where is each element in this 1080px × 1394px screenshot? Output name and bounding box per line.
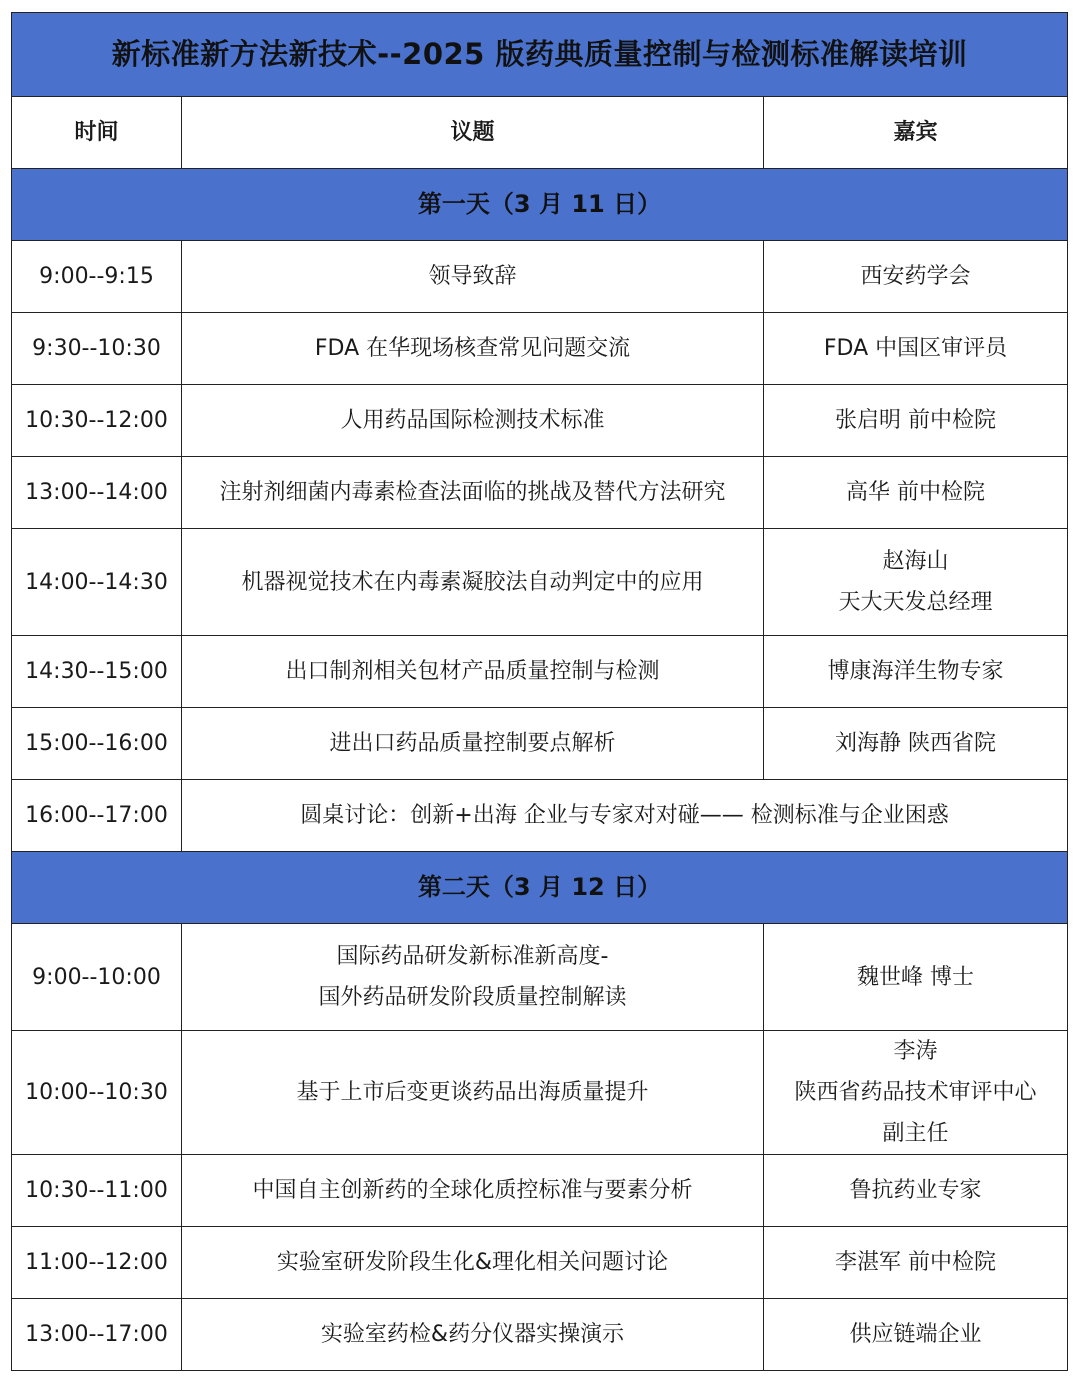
session-topic	[182, 313, 764, 385]
session-speaker	[764, 241, 1068, 313]
session-speaker	[764, 708, 1068, 780]
day2-heading: 第二天（3 月 12 日）	[12, 852, 1068, 924]
title-row	[12, 13, 1068, 97]
session-speaker-line: 李湛军 前中检院	[835, 1250, 996, 1275]
session-time: 15:00--16:00	[12, 708, 182, 780]
session-topic-line: 实验室研发阶段生化&理化相关问题讨论	[276, 1250, 669, 1275]
session-topic	[182, 1031, 764, 1155]
session-speaker	[764, 385, 1068, 457]
session-speaker-line: 魏世峰 博士	[857, 964, 974, 990]
session-row	[12, 385, 1068, 457]
session-speaker-line: 李涛	[893, 1039, 938, 1064]
session-speaker-line: 供应链端企业	[849, 1322, 982, 1347]
session-topic	[182, 1155, 764, 1227]
session-topic-line: 基于上市后变更谈药品出海质量提升	[296, 1080, 649, 1105]
session-speaker-line: 西安药学会	[860, 264, 971, 289]
session-row	[12, 1227, 1068, 1299]
session-topic-line: 机器视觉技术在内毒素凝胶法自动判定中的应用	[241, 569, 704, 595]
session-topic	[182, 529, 764, 636]
session-speaker	[764, 457, 1068, 529]
schedule-table	[11, 12, 1068, 1371]
roundtable-row	[12, 780, 1068, 852]
column-header-speaker: 嘉宾	[764, 97, 1068, 169]
session-speaker-line: 鲁抗药业专家	[849, 1178, 982, 1203]
session-speaker	[764, 529, 1068, 636]
session-row	[12, 241, 1068, 313]
session-row	[12, 924, 1068, 1031]
day2-heading-row	[12, 852, 1068, 924]
session-time: 14:00--14:30	[12, 529, 182, 636]
session-topic	[182, 385, 764, 457]
session-speaker-line: 博康海洋生物专家	[827, 659, 1004, 684]
roundtable-topic: 圆桌讨论：创新+出海 企业与专家对对碰—— 检测标准与企业困惑	[182, 780, 1068, 852]
document-title: 新标准新方法新技术--2025 版药典质量控制与检测标准解读培训	[12, 13, 1068, 97]
session-topic	[182, 1299, 764, 1371]
session-speaker	[764, 1299, 1068, 1371]
session-topic-line: 出口制剂相关包材产品质量控制与检测	[285, 659, 660, 684]
schedule-body	[12, 13, 1068, 1371]
session-time: 11:00--12:00	[12, 1227, 182, 1299]
session-topic	[182, 924, 764, 1031]
session-speaker-line: FDA 中国区审评员	[823, 336, 1008, 361]
session-time: 10:00--10:30	[12, 1031, 182, 1155]
session-row	[12, 529, 1068, 636]
session-speaker-line: 张启明 前中检院	[835, 408, 996, 433]
session-speaker	[764, 1155, 1068, 1227]
session-row	[12, 1155, 1068, 1227]
day1-heading-row	[12, 169, 1068, 241]
session-time: 14:30--15:00	[12, 636, 182, 708]
session-speaker	[764, 313, 1068, 385]
session-speaker-line: 赵海山	[882, 549, 949, 574]
session-time: 13:00--14:00	[12, 457, 182, 529]
session-speaker	[764, 924, 1068, 1031]
column-header-topic: 议题	[182, 97, 764, 169]
session-row	[12, 708, 1068, 780]
session-time: 10:30--12:00	[12, 385, 182, 457]
session-topic-line: 实验室药检&药分仪器实操演示	[320, 1322, 625, 1347]
session-topic-line: FDA 在华现场核查常见问题交流	[314, 336, 631, 361]
session-speaker-line: 高华 前中检院	[846, 480, 985, 505]
column-header-row	[12, 97, 1068, 169]
session-topic-line: 中国自主创新药的全球化质控标准与要素分析	[252, 1178, 693, 1203]
day1-heading: 第一天（3 月 11 日）	[12, 169, 1068, 241]
session-time: 9:00--10:00	[12, 924, 182, 1031]
session-speaker	[764, 636, 1068, 708]
session-topic-line: 领导致辞	[428, 264, 517, 289]
session-topic-line: 注射剂细菌内毒素检查法面临的挑战及替代方法研究	[219, 480, 726, 505]
session-time: 9:30--10:30	[12, 313, 182, 385]
session-time: 16:00--17:00	[12, 780, 182, 852]
session-topic	[182, 1227, 764, 1299]
session-speaker-line: 陕西省药品技术审评中心	[794, 1080, 1037, 1105]
session-time: 13:00--17:00	[12, 1299, 182, 1371]
session-topic-line: 进出口药品质量控制要点解析	[329, 731, 616, 756]
session-topic	[182, 457, 764, 529]
session-speaker	[764, 1031, 1068, 1155]
session-topic-line: 国外药品研发阶段质量控制解读	[318, 985, 627, 1010]
session-topic-line: 国际药品研发新标准新高度-	[336, 944, 609, 969]
session-row	[12, 457, 1068, 529]
session-topic-line: 人用药品国际检测技术标准	[340, 408, 605, 433]
column-header-time: 时间	[12, 97, 182, 169]
session-topic	[182, 241, 764, 313]
session-row	[12, 313, 1068, 385]
session-topic	[182, 708, 764, 780]
session-speaker-line: 副主任	[882, 1121, 949, 1146]
session-row	[12, 1031, 1068, 1155]
session-topic	[182, 636, 764, 708]
session-speaker-line: 天大天发总经理	[838, 590, 993, 615]
session-row	[12, 1299, 1068, 1371]
session-speaker-line: 刘海静 陕西省院	[835, 731, 996, 756]
session-speaker	[764, 1227, 1068, 1299]
session-row	[12, 636, 1068, 708]
session-time: 9:00--9:15	[12, 241, 182, 313]
session-time: 10:30--11:00	[12, 1155, 182, 1227]
